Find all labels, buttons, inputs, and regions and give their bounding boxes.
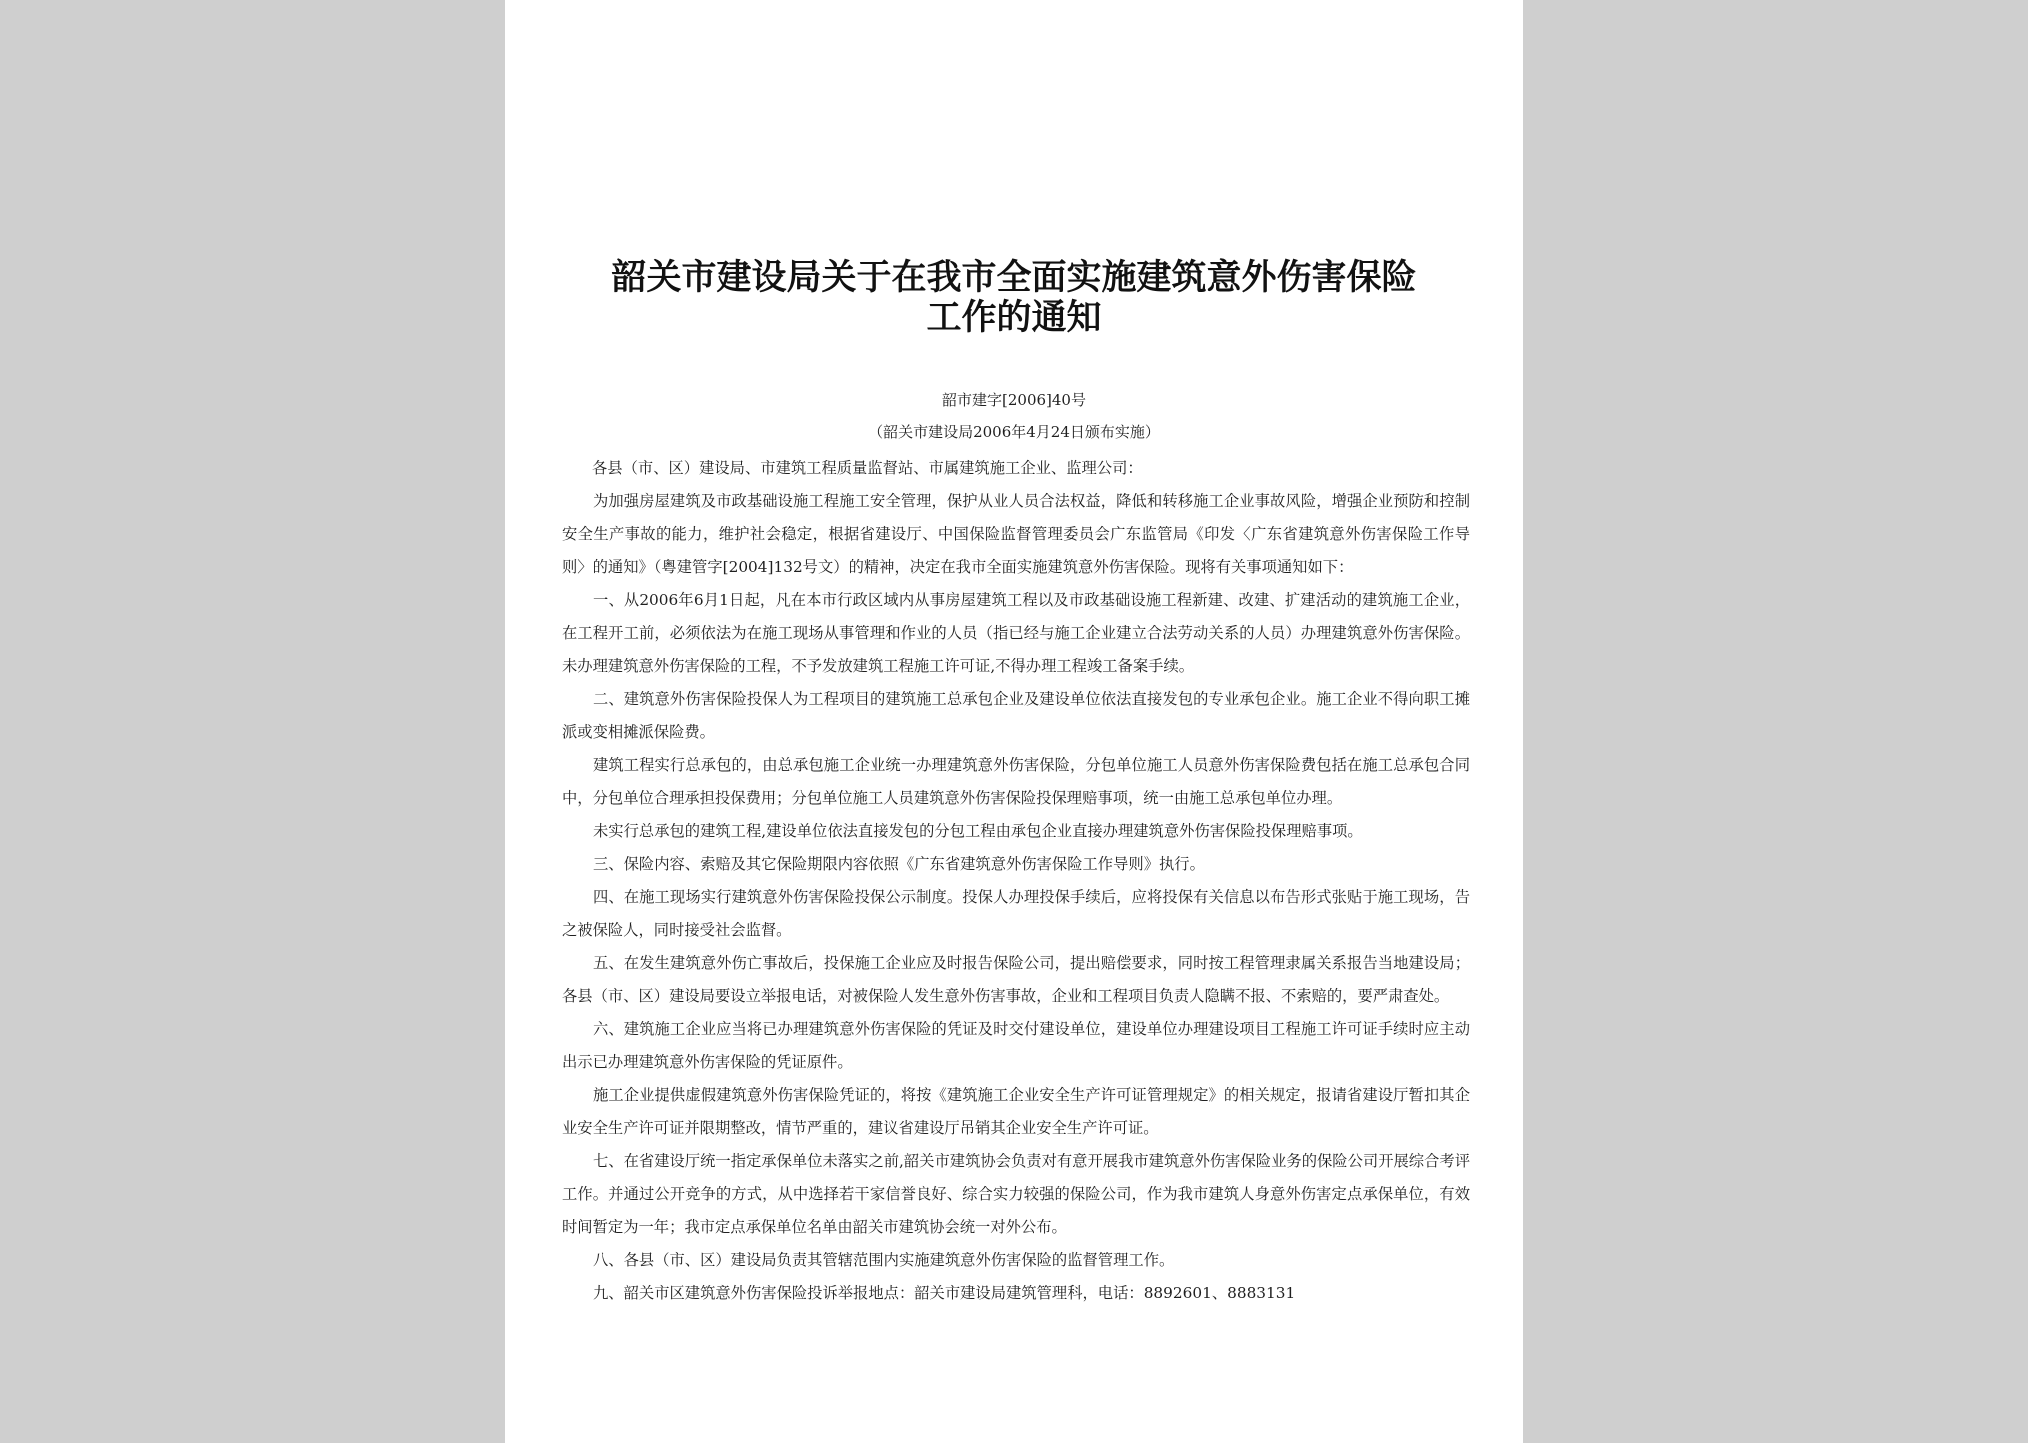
document-page	[505, 0, 1523, 1443]
issue-note: （韶关市建设局2006年4月24日颁布实施）	[868, 423, 1160, 441]
paragraph-item-7: 七、在省建设厅统一指定承保单位未落实之前,韶关市建筑协会负责对有意开展我市建筑意外伤害保险业务的保险公司开展综合考评工作。并通过公开竞争的方式，从中选择若干家信誉良好、综合实力较强的保险公司，作为我市建筑人身意外伤害定点承保单位，有效时间暂定为一年；我市定点承保单位名单由韶关市建筑协会统一对外公布。	[562, 1152, 1470, 1236]
paragraph-item-8: 八、各县（市、区）建设局负责其管辖范围内实施建筑意外伤害保险的监督管理工作。	[593, 1251, 1175, 1269]
paragraph-item-9: 九、韶关市区建筑意外伤害保险投诉举报地点：韶关市建设局建筑管理科，电话：8892601、8883131	[593, 1284, 1296, 1302]
paragraph-item-4: 四、在施工现场实行建筑意外伤害保险投保公示制度。投保人办理投保手续后，应将投保有关信息以布告形式张贴于施工现场，告之被保险人，同时接受社会监督。	[562, 888, 1470, 939]
document-number: 韶市建字[2006]40号	[942, 391, 1086, 409]
paragraph-item-1: 一、从2006年6月1日起，凡在本市行政区域内从事房屋建筑工程以及市政基础设施工程新建、改建、扩建活动的建筑施工企业，在工程开工前，必须依法为在施工现场从事管理和作业的人员（指已经与施工企业建立合法劳动关系的人员）办理建筑意外伤害保险。未办理建筑意外伤害保险的工程，不予发放建筑工程施工许可证,不得办理工程竣工备案手续。	[562, 591, 1470, 675]
paragraph-item-2-no-general-contract: 未实行总承包的建筑工程,建设单位依法直接发包的分包工程由承包企业直接办理建筑意外伤害保险投保理赔事项。	[593, 822, 1363, 840]
title-line-1: 韶关市建设局关于在我市全面实施建筑意外伤害保险	[611, 258, 1417, 298]
paragraph-item-3: 三、保险内容、索赔及其它保险期限内容依照《广东省建筑意外伤害保险工作导则》执行。	[593, 855, 1205, 873]
paragraph-item-2-general-contract: 建筑工程实行总承包的，由总承包施工企业统一办理建筑意外伤害保险，分包单位施工人员意外伤害保险费包括在施工总承包合同中，分包单位合理承担投保费用；分包单位施工人员建筑意外伤害保险投保理赔事项，统一由施工总承包单位办理。	[562, 756, 1470, 807]
paragraph-item-2: 二、建筑意外伤害保险投保人为工程项目的建筑施工总承包企业及建设单位依法直接发包的专业承包企业。施工企业不得向职工摊派或变相摊派保险费。	[562, 690, 1470, 741]
document-body	[562, 452, 1470, 1310]
document-title	[585, 258, 1443, 338]
paragraph-item-6-false-certificate: 施工企业提供虚假建筑意外伤害保险凭证的，将按《建筑施工企业安全生产许可证管理规定》的相关规定，报请省建设厅暂扣其企业安全生产许可证并限期整改，情节严重的，建议省建设厅吊销其企业安全生产许可证。	[562, 1086, 1470, 1137]
salutation: 各县（市、区）建设局、市建筑工程质量监督站、市属建筑施工企业、监理公司：	[592, 459, 1143, 477]
title-line-2: 工作的通知	[926, 298, 1102, 338]
paragraph-item-5: 五、在发生建筑意外伤亡事故后，投保施工企业应及时报告保险公司，提出赔偿要求，同时按工程管理隶属关系报告当地建设局；各县（市、区）建设局要设立举报电话，对被保险人发生意外伤害事故，企业和工程项目负责人隐瞒不报、不索赔的，要严肃查处。	[562, 954, 1470, 1005]
paragraph-intro: 为加强房屋建筑及市政基础设施工程施工安全管理，保护从业人员合法权益，降低和转移施工企业事故风险，增强企业预防和控制安全生产事故的能力，维护社会稳定，根据省建设厅、中国保险监督管理委员会广东监管局《印发〈广东省建筑意外伤害保险工作导则〉的通知》（粤建管字[2004]132号文）的精神，决定在我市全面实施建筑意外伤害保险。现将有关事项通知如下：	[562, 492, 1470, 576]
paragraph-item-6: 六、建筑施工企业应当将已办理建筑意外伤害保险的凭证及时交付建设单位，建设单位办理建设项目工程施工许可证手续时应主动出示已办理建筑意外伤害保险的凭证原件。	[562, 1020, 1470, 1071]
